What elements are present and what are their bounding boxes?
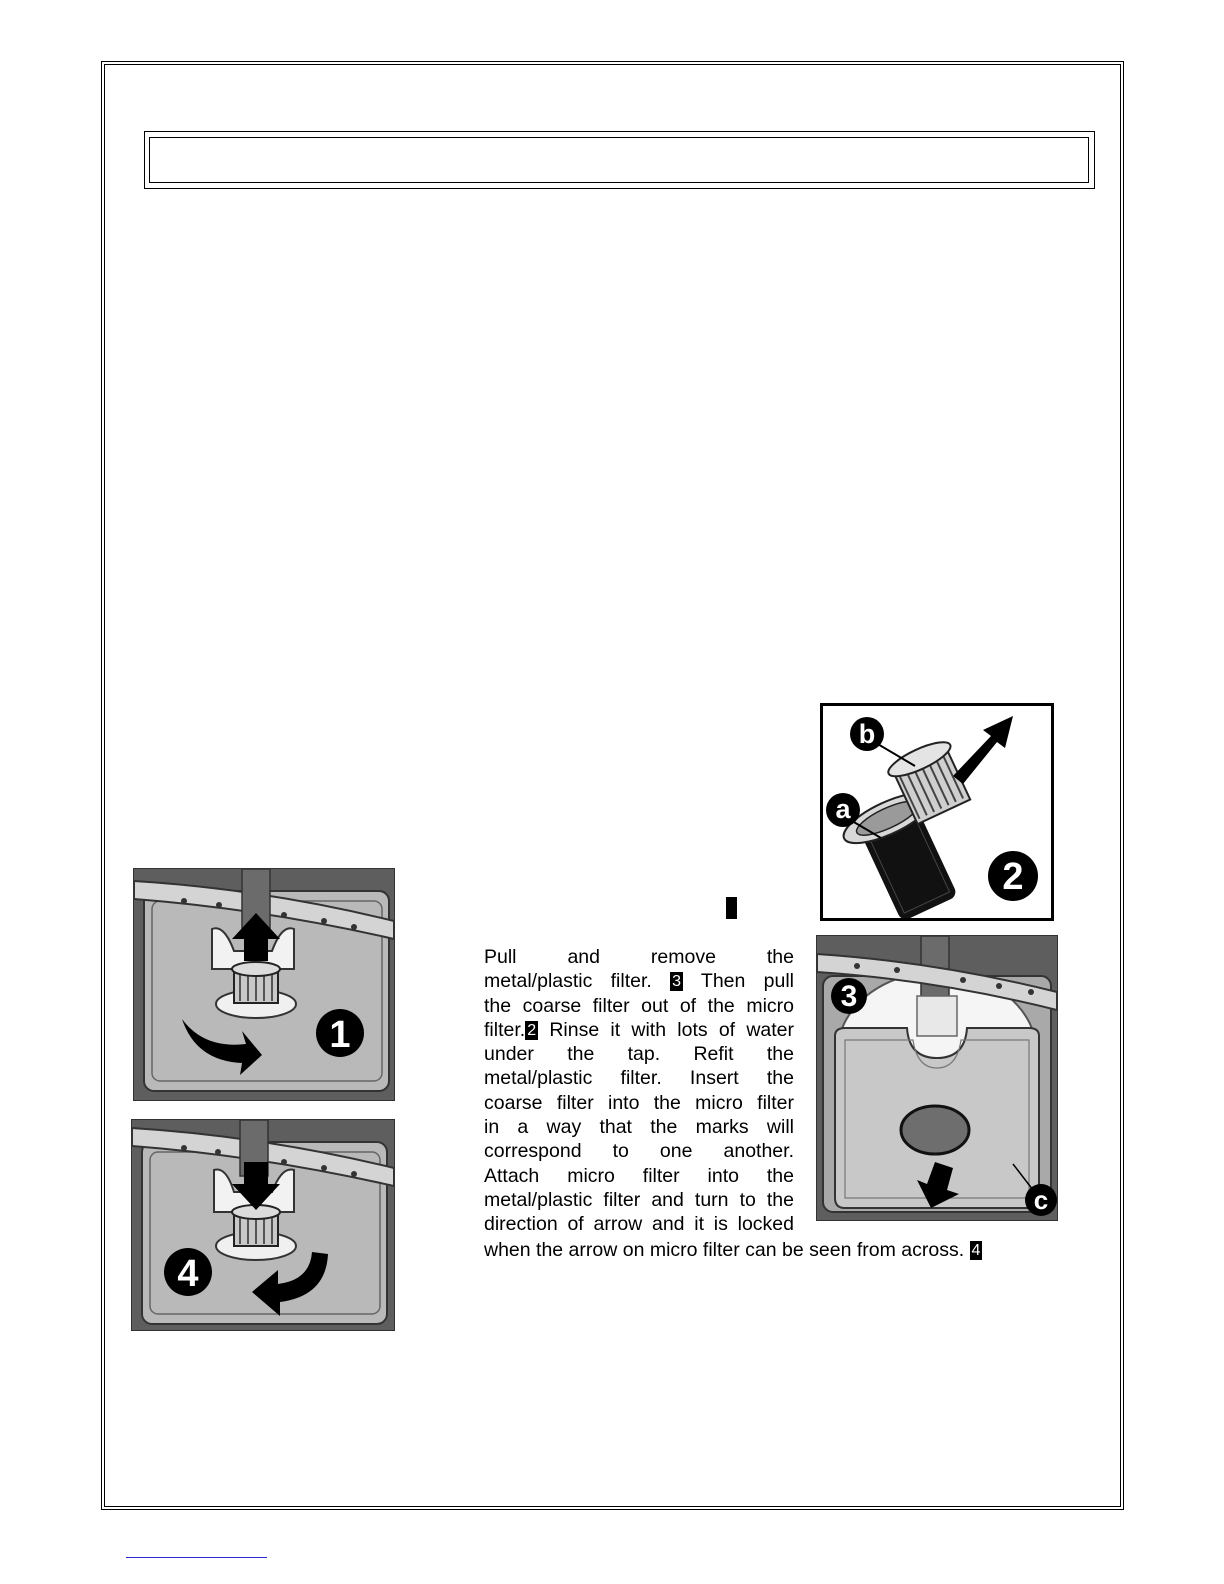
step-label-4: 4 bbox=[177, 1253, 199, 1295]
step-badge-3: 3 bbox=[672, 973, 681, 991]
footer-link-underline[interactable] bbox=[126, 1557, 267, 1558]
figure-step-3 bbox=[816, 935, 1058, 1221]
instruction-line: coarse filter into the micro filter bbox=[484, 1091, 794, 1114]
instruction-line: direction of arrow and it is locked bbox=[484, 1213, 794, 1236]
figure-step-1 bbox=[133, 868, 395, 1101]
step-label-3: 3 bbox=[840, 980, 858, 1013]
instruction-line: under the tap. Refit the bbox=[484, 1043, 794, 1066]
instruction-line: metal/plastic filter. Insert the bbox=[484, 1067, 794, 1090]
instruction-line: in a way that the marks will bbox=[484, 1116, 794, 1139]
instruction-line: correspond to one another. bbox=[484, 1140, 794, 1163]
instruction-line: Attach micro filter into the bbox=[484, 1164, 794, 1187]
callout-b: b bbox=[858, 719, 876, 749]
step-badge-2: 2 bbox=[527, 1021, 537, 1039]
filter-parts-illustration bbox=[823, 706, 1051, 918]
step-label-2: 2 bbox=[1002, 856, 1024, 898]
section-header-box-inner bbox=[149, 137, 1089, 183]
instruction-line: Pull and remove the bbox=[484, 946, 794, 968]
figure-filter-parts bbox=[820, 703, 1054, 921]
instruction-line: metal/plastic filter and turn to the bbox=[484, 1188, 794, 1211]
step-label-1: 1 bbox=[329, 1014, 351, 1056]
figure-step-4 bbox=[131, 1119, 395, 1331]
callout-c: c bbox=[1033, 1185, 1049, 1215]
instruction-line: metal/plastic filter. 3 Then pull bbox=[484, 970, 794, 993]
instruction-line: the coarse filter out of the micro bbox=[484, 994, 794, 1017]
callout-a: a bbox=[835, 794, 851, 824]
filter-cleaning-instructions bbox=[484, 945, 794, 1237]
instruction-line: filter. 2 Rinse it with lots of water bbox=[484, 1018, 795, 1041]
step-badge-4: 4 bbox=[971, 1242, 981, 1259]
instruction-line-last: when the arrow on micro filter can be seen from across. 4 bbox=[484, 1239, 981, 1261]
text-cursor-mark bbox=[726, 897, 737, 919]
